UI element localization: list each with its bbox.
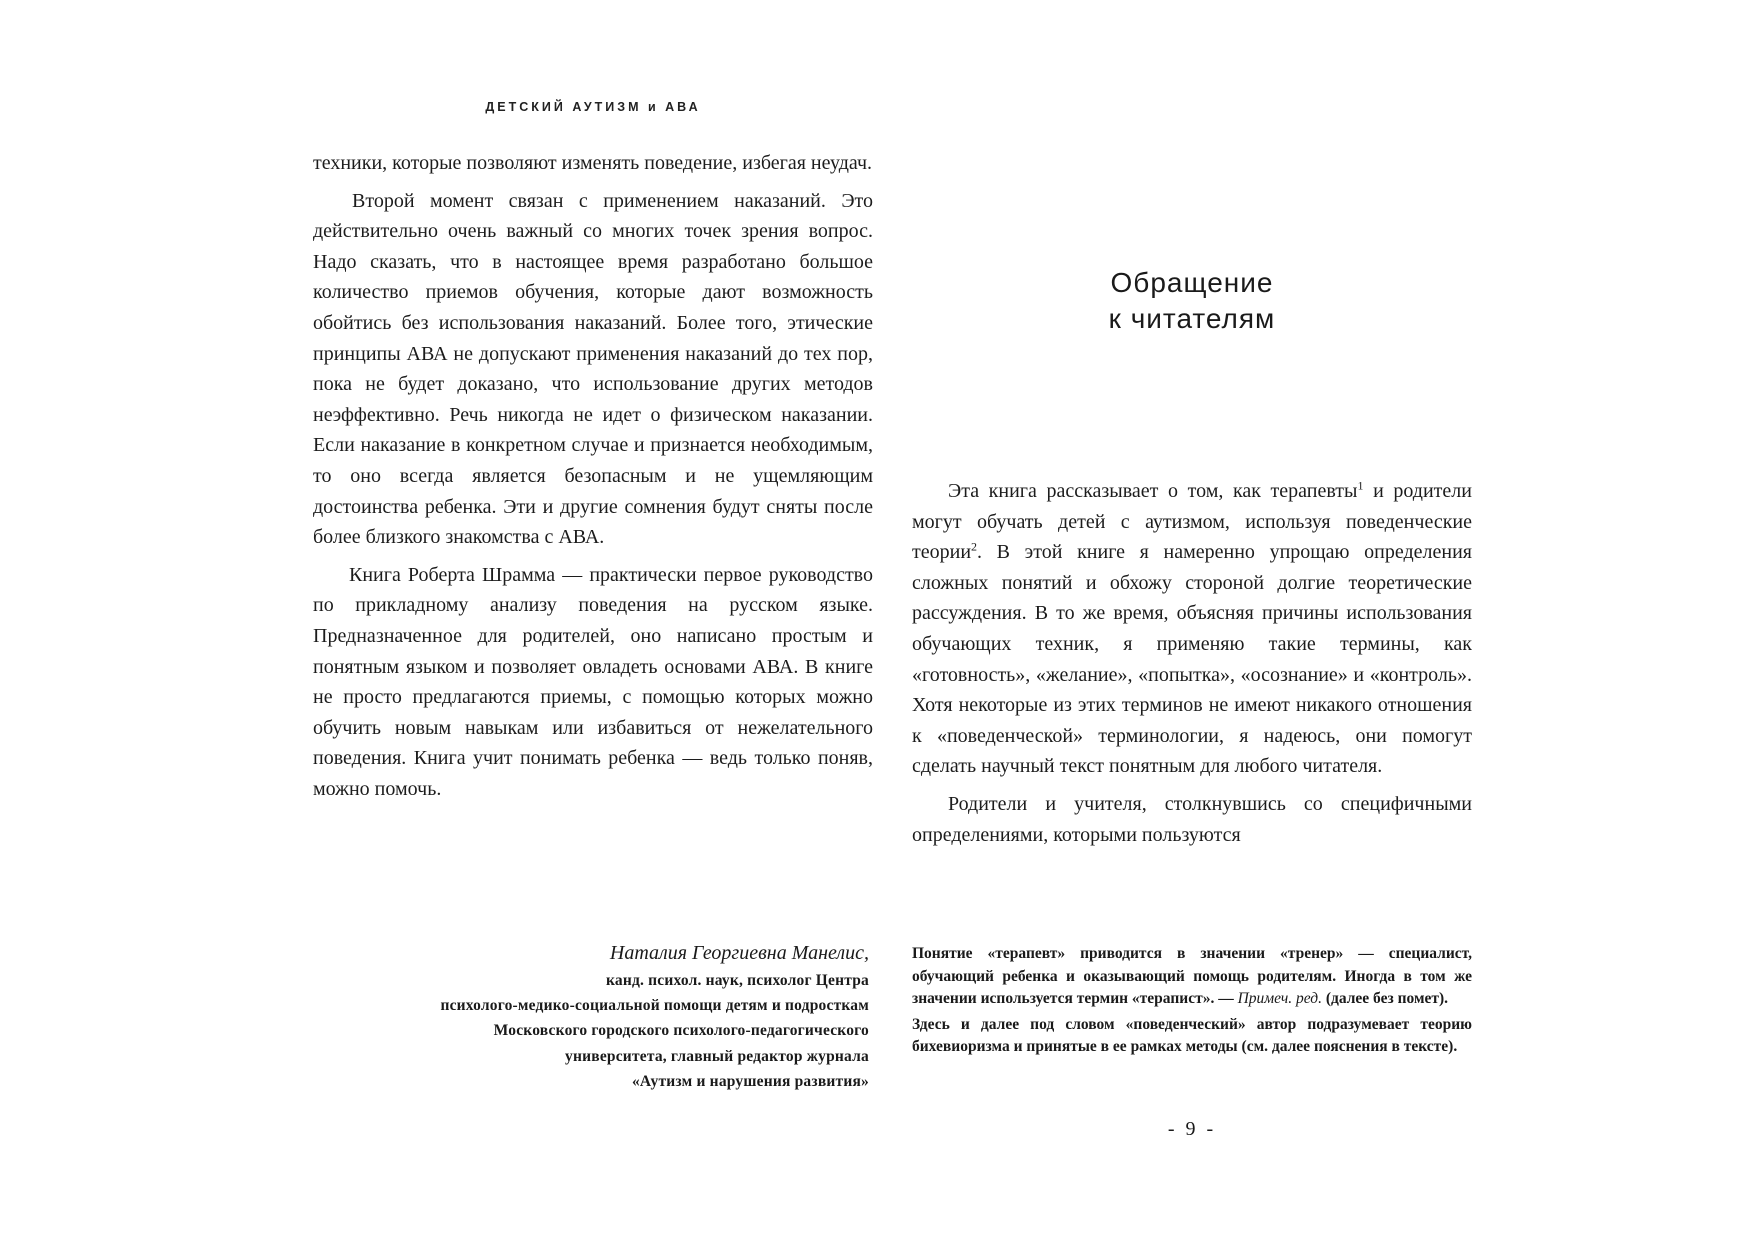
footnote-mark: 1 bbox=[1357, 478, 1364, 493]
chapter-title bbox=[912, 265, 1472, 337]
paragraph: Книга Роберта Шрамма — практически первое руководство по прикладному анализу поведения на русском языке. Предназначенное для родителей, оно написано простым и понятным языком и позволяет овладеть основами АВА. В книге не просто предлагаются приемы, с помощью которых можно обучить новым навыкам или избавиться от нежелательного поведения. Книга учит понимать ребенка — ведь только поняв, можно помочь. bbox=[313, 563, 873, 800]
signature-line: Московского городского психолого-педагогического bbox=[493, 1022, 869, 1040]
signature-name: Наталия Георгиевна Манелис, bbox=[609, 942, 869, 964]
chapter-title-line: Обращение bbox=[1110, 267, 1274, 298]
paragraph: техники, которые позволяют изменять поведение, избегая неудач. bbox=[313, 152, 873, 174]
right-body-text bbox=[912, 476, 1472, 850]
signature-line: психолого-медико-социальной помощи детям и подросткам bbox=[440, 997, 869, 1015]
left-body-text bbox=[313, 148, 873, 804]
signature-line: университета, главный редактор журнала bbox=[565, 1047, 869, 1065]
footnotes bbox=[912, 943, 1472, 1059]
paragraph bbox=[912, 476, 1472, 782]
editor-note: Примеч. ред. bbox=[1237, 990, 1322, 1007]
footnote bbox=[912, 943, 1472, 1011]
paragraph-text: Эта книга рассказывает о том, как терапевты bbox=[948, 480, 1358, 502]
footnote-text: (далее без помет). bbox=[1321, 990, 1449, 1007]
page-number: - 9 - bbox=[1167, 1118, 1217, 1140]
signature-line: «Аутизм и нарушения развития» bbox=[631, 1072, 869, 1090]
signature-line: канд. психол. наук, психолог Центра bbox=[605, 972, 869, 989]
paragraph-text: . В этой книге я намеренно упрощаю определения сложных понятий и обхожу стороной долгие теоретические рассуждения. В то же время, объясняя причины использования обучающих техник, я применяю такие термины, как «готовность», «желание», «попытка», «осознание» и «контроль». Хотя некоторые из этих терминов не имеют никакого отношения к «поведенческой» терминологии, я надеюсь, они помогут сделать научный текст понятным для любого читателя. bbox=[912, 541, 1472, 778]
signature-block bbox=[313, 940, 869, 1094]
running-header: ДЕТСКИЙ АУТИЗМ и АВА bbox=[485, 100, 701, 114]
footnote-mark: 2 bbox=[971, 539, 978, 554]
footnote-text: Понятие «терапевт» приводится в значении «тренер» — специалист, обучающий ребенка и оказывающий помощь родителям. Иногда в том же значении используется термин «терапист». — bbox=[912, 945, 1472, 1007]
paragraph-text: и родители могут обучать детей с аутизмом, используя поведенческие теории bbox=[912, 480, 1472, 564]
paragraph: Второй момент связан с применением наказаний. Это действительно очень важный со многих точек зрения вопрос. Надо сказать, что в настоящее время разработано большое количество приемов обучения, которые дают возможность обойтись без использования наказаний. Более того, этические принципы АВА не допускают применения наказаний до тех пор, пока не будет доказано, что использование других методов неэффективно. Речь никогда не идет о физическом наказании. Если наказание в конкретном случае и признается необходимым, то оно всегда является безопасным и не ущемляющим достоинства ребенка. Эти и другие сомнения будут сняты после более близкого знакомства с АВА. bbox=[313, 189, 873, 549]
footnote: Здесь и далее под словом «поведенческий» автор подразумевает теорию бихевиоризма и принятые в ее рамках методы (см. далее пояснения в тексте). bbox=[912, 1015, 1472, 1055]
paragraph: Родители и учителя, столкнувшись со специфичными определениями, которыми пользуются bbox=[912, 792, 1472, 846]
chapter-title-line: к читателям bbox=[1108, 303, 1276, 334]
